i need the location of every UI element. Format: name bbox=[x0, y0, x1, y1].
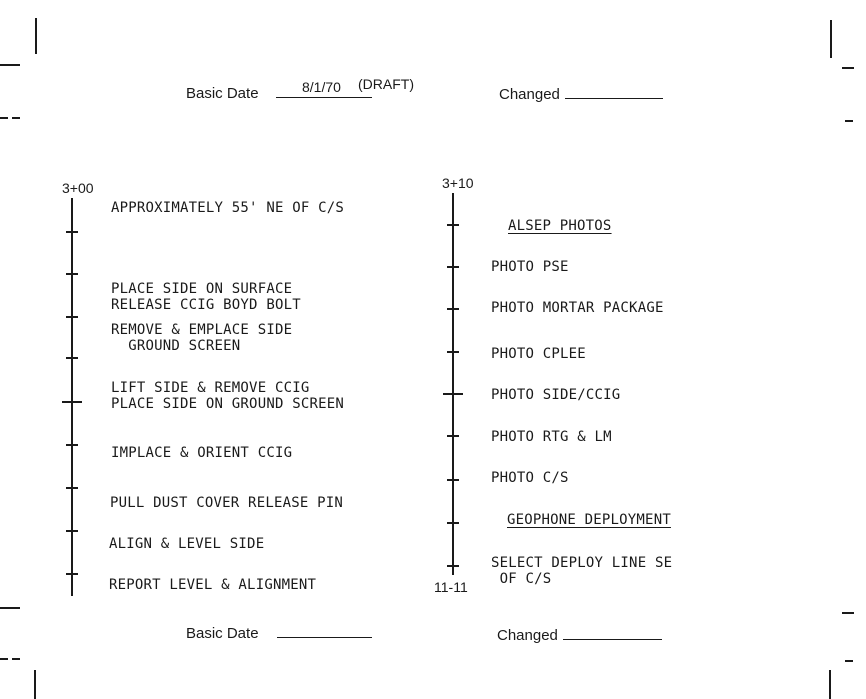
timeline-tick bbox=[62, 401, 82, 403]
right-entry-2 bbox=[491, 300, 664, 316]
margin-mark-right-4 bbox=[845, 660, 853, 662]
left-entry-7 bbox=[109, 536, 264, 552]
left-entry-text: RELEASE CCIG BOYD BOLT bbox=[111, 297, 301, 313]
right-entry-text: PHOTO CPLEE bbox=[491, 346, 586, 362]
margin-mark-left-3 bbox=[12, 117, 20, 119]
left-entry-5 bbox=[111, 445, 292, 461]
footer-changed-label: Changed bbox=[497, 627, 558, 644]
right-entry-text: PHOTO SIDE/CCIG bbox=[491, 387, 621, 403]
margin-mark-right-1 bbox=[842, 67, 854, 69]
registration-mark-bottom-right bbox=[829, 670, 831, 699]
right-entry-3 bbox=[491, 346, 586, 362]
footer-basic-date-blank bbox=[277, 637, 372, 638]
left-entry-6 bbox=[110, 495, 343, 511]
header-basic-date-blank bbox=[276, 97, 372, 98]
timeline-tick bbox=[66, 273, 78, 275]
margin-mark-left-5 bbox=[0, 658, 8, 660]
right-entry-text: PHOTO MORTAR PACKAGE bbox=[491, 300, 664, 316]
margin-mark-left-2 bbox=[0, 117, 8, 119]
right-entry-4 bbox=[491, 387, 620, 403]
left-entry-3 bbox=[111, 322, 292, 354]
left-timeline bbox=[71, 198, 73, 596]
margin-mark-left-1 bbox=[0, 64, 20, 66]
footer-changed-blank bbox=[563, 639, 662, 640]
right-entry-1 bbox=[491, 259, 569, 275]
left-entry-text: APPROXIMATELY 55' NE OF C/S bbox=[111, 200, 344, 216]
left-entry-text: LIFT SIDE & REMOVE CCIG bbox=[111, 380, 310, 396]
timeline-tick bbox=[66, 487, 78, 489]
right-end-page: 11-11 bbox=[434, 579, 468, 595]
timeline-tick bbox=[447, 266, 459, 268]
right-entry-text: PHOTO C/S bbox=[491, 470, 569, 486]
timeline-tick bbox=[447, 435, 459, 437]
timeline-tick bbox=[66, 316, 78, 318]
header-basic-date-label: Basic Date bbox=[186, 85, 259, 102]
timeline-tick bbox=[66, 231, 78, 233]
timeline-tick bbox=[66, 357, 78, 359]
timeline-tick bbox=[66, 530, 78, 532]
timeline-tick bbox=[443, 393, 463, 395]
timeline-tick bbox=[447, 308, 459, 310]
left-entry-4 bbox=[111, 380, 344, 412]
left-entry-text: ALIGN & LEVEL SIDE bbox=[109, 536, 265, 552]
registration-mark-top-right bbox=[830, 20, 832, 58]
right-entry-text: OF C/S bbox=[491, 571, 552, 587]
registration-mark-top-left bbox=[35, 18, 37, 54]
margin-mark-right-2 bbox=[845, 120, 853, 122]
left-entry-text: PULL DUST COVER RELEASE PIN bbox=[110, 495, 343, 511]
timeline-tick bbox=[447, 479, 459, 481]
left-start-time: 3+00 bbox=[62, 180, 94, 196]
margin-mark-left-6 bbox=[12, 658, 20, 660]
header-draft-note: (DRAFT) bbox=[358, 76, 414, 92]
right-entry-5 bbox=[491, 429, 612, 445]
registration-mark-bottom-left bbox=[34, 670, 36, 699]
right-entry-6 bbox=[491, 470, 569, 486]
right-timeline bbox=[452, 193, 454, 575]
left-entry-text: REMOVE & EMPLACE SIDE bbox=[111, 322, 293, 338]
left-entry-text: GROUND SCREEN bbox=[111, 338, 241, 354]
header-changed-blank bbox=[565, 98, 663, 99]
timeline-tick bbox=[66, 444, 78, 446]
timeline-tick bbox=[447, 565, 459, 567]
timeline-tick bbox=[66, 573, 78, 575]
right-entry-text: SELECT DEPLOY LINE SE bbox=[491, 555, 673, 571]
footer-basic-date-label: Basic Date bbox=[186, 625, 259, 642]
left-entry-2 bbox=[111, 281, 301, 313]
right-entry-text: PHOTO PSE bbox=[491, 259, 569, 275]
left-entry-1 bbox=[111, 200, 344, 216]
left-entry-text: PLACE SIDE ON GROUND SCREEN bbox=[111, 396, 344, 412]
header-basic-date-value: 8/1/70 bbox=[302, 79, 341, 95]
geophone-deployment-heading: GEOPHONE DEPLOYMENT bbox=[507, 512, 671, 528]
left-entry-8 bbox=[109, 577, 316, 593]
right-final-entry bbox=[491, 555, 672, 587]
right-start-time: 3+10 bbox=[442, 175, 474, 191]
timeline-tick bbox=[447, 522, 459, 524]
header-changed-label: Changed bbox=[499, 86, 560, 103]
alsep-photos-heading: ALSEP PHOTOS bbox=[508, 218, 612, 234]
left-entry-text: PLACE SIDE ON SURFACE bbox=[111, 281, 293, 297]
left-entry-text: IMPLACE & ORIENT CCIG bbox=[111, 445, 293, 461]
timeline-tick bbox=[447, 351, 459, 353]
timeline-tick bbox=[447, 224, 459, 226]
margin-mark-right-3 bbox=[842, 612, 854, 614]
right-entry-text: PHOTO RTG & LM bbox=[491, 429, 612, 445]
margin-mark-left-4 bbox=[0, 607, 20, 609]
left-entry-text: REPORT LEVEL & ALIGNMENT bbox=[109, 577, 317, 593]
